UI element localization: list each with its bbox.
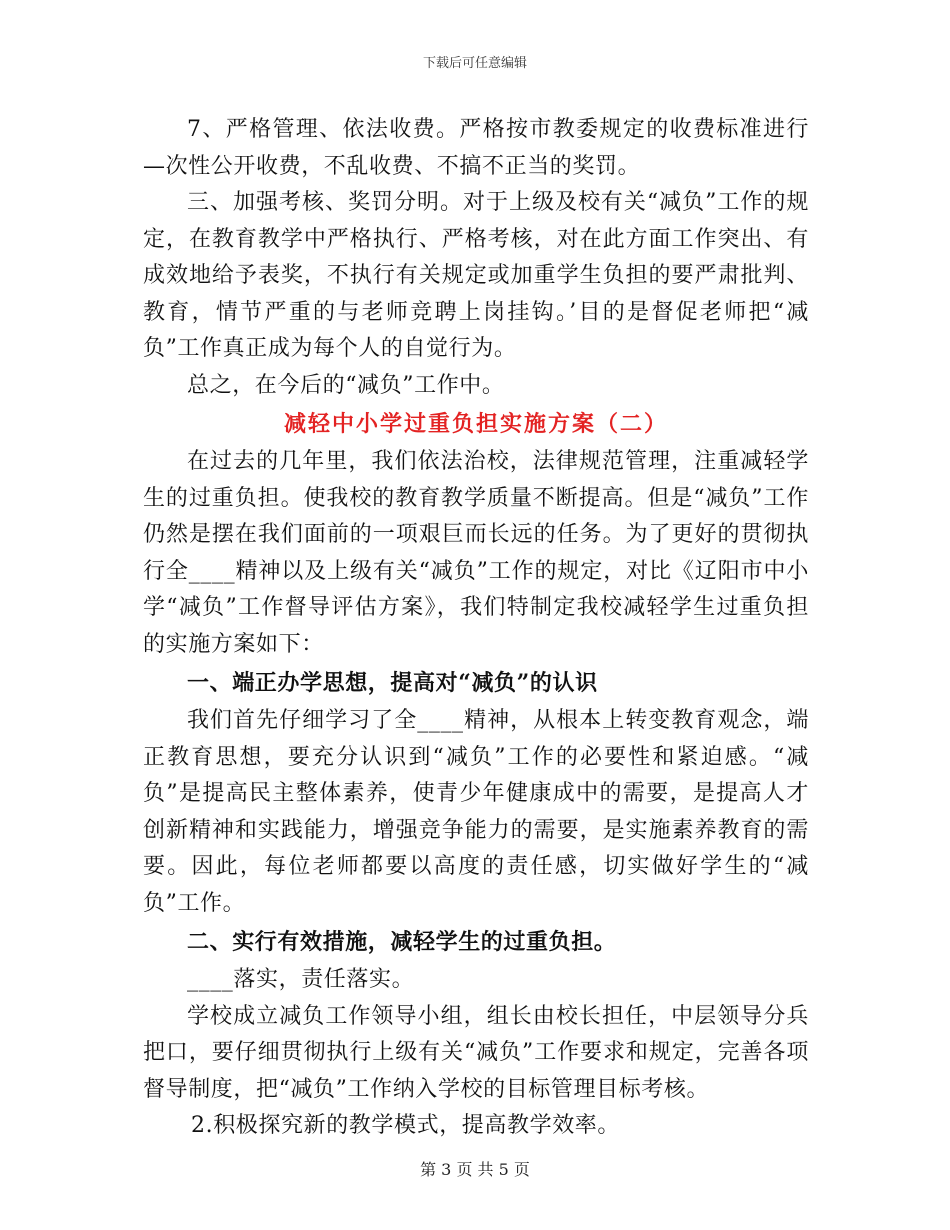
document-body — [143, 112, 809, 1145]
list-item-teaching-model: 2.积极探究新的教学模式，提高教学效率。 — [191, 1113, 620, 1138]
heading-two: 二、实行有效措施，减轻学生的过重负担。 — [187, 929, 617, 955]
page-header: 下载后可任意编辑 — [422, 56, 527, 71]
paragraph-intro: 在过去的几年里，我们依法治校，法律规范管理，注重减轻学生的过重负担。使我校的教育教学质量不断提高。但是“减负”工作仍然是摆在我们面前的一项艰巨而长远的任务。为了更好的贯彻执行全____精神以及上级有关“减负”工作的规定，对比《辽阳市中小学“减负”工作督导评估方案》，我们特制定我校减轻学生过重负担的实施方案如下： — [143, 449, 809, 657]
paragraph-summary: 总之，在今后的“减负”工作中。 — [187, 372, 505, 398]
paragraph-assessment: 三、加强考核、奖罚分明。对于上级及校有关“减负”工作的规定，在教育教学中严格执行、严格考核，对在此方面工作突出、有成效地给予表奖，不执行有关规定或加重学生负担的要严肃批判、教育，情节严重的与老师竞聘上岗挂钩。’目的是督促老师把“减负”工作真正成为每个人的自觉行为。 — [143, 190, 809, 361]
section-title: 减轻中小学过重负担实施方案（二） — [283, 411, 668, 437]
heading-one: 一、端正办学思想，提高对“减负”的认识 — [187, 670, 598, 696]
paragraph-implementation: ____落实，责任落实。 — [187, 967, 415, 992]
page-footer: 第 3 页 共 5 页 — [420, 1160, 530, 1179]
paragraph-fee-management: 7、严格管理、依法收费。严格按市教委规定的收费标准进行—次性公开收费，不乱收费、不搞不正当的奖罚。 — [143, 117, 809, 179]
paragraph-ideology: 我们首先仔细学习了全____精神，从根本上转变教育观念，端正教育思想，要充分认识到“减负”工作的必要性和紧迫感。“减负”是提高民主整体素养，使青少年健康成中的需要，是提高人才创新精神和实践能力，增强竞争能力的需要，是实施素养教育的需要。因此，每位老师都要以高度的责任感，切实做好学生的“减负”工作。 — [143, 708, 809, 916]
paragraph-leadership-group: 学校成立减负工作领导小组，组长由校长担任，中层领导分兵把口，要仔细贯彻执行上级有关“减负”工作要求和规定，完善各项督导制度，把“减负”工作纳入学校的目标管理目标考核。 — [143, 1003, 809, 1102]
